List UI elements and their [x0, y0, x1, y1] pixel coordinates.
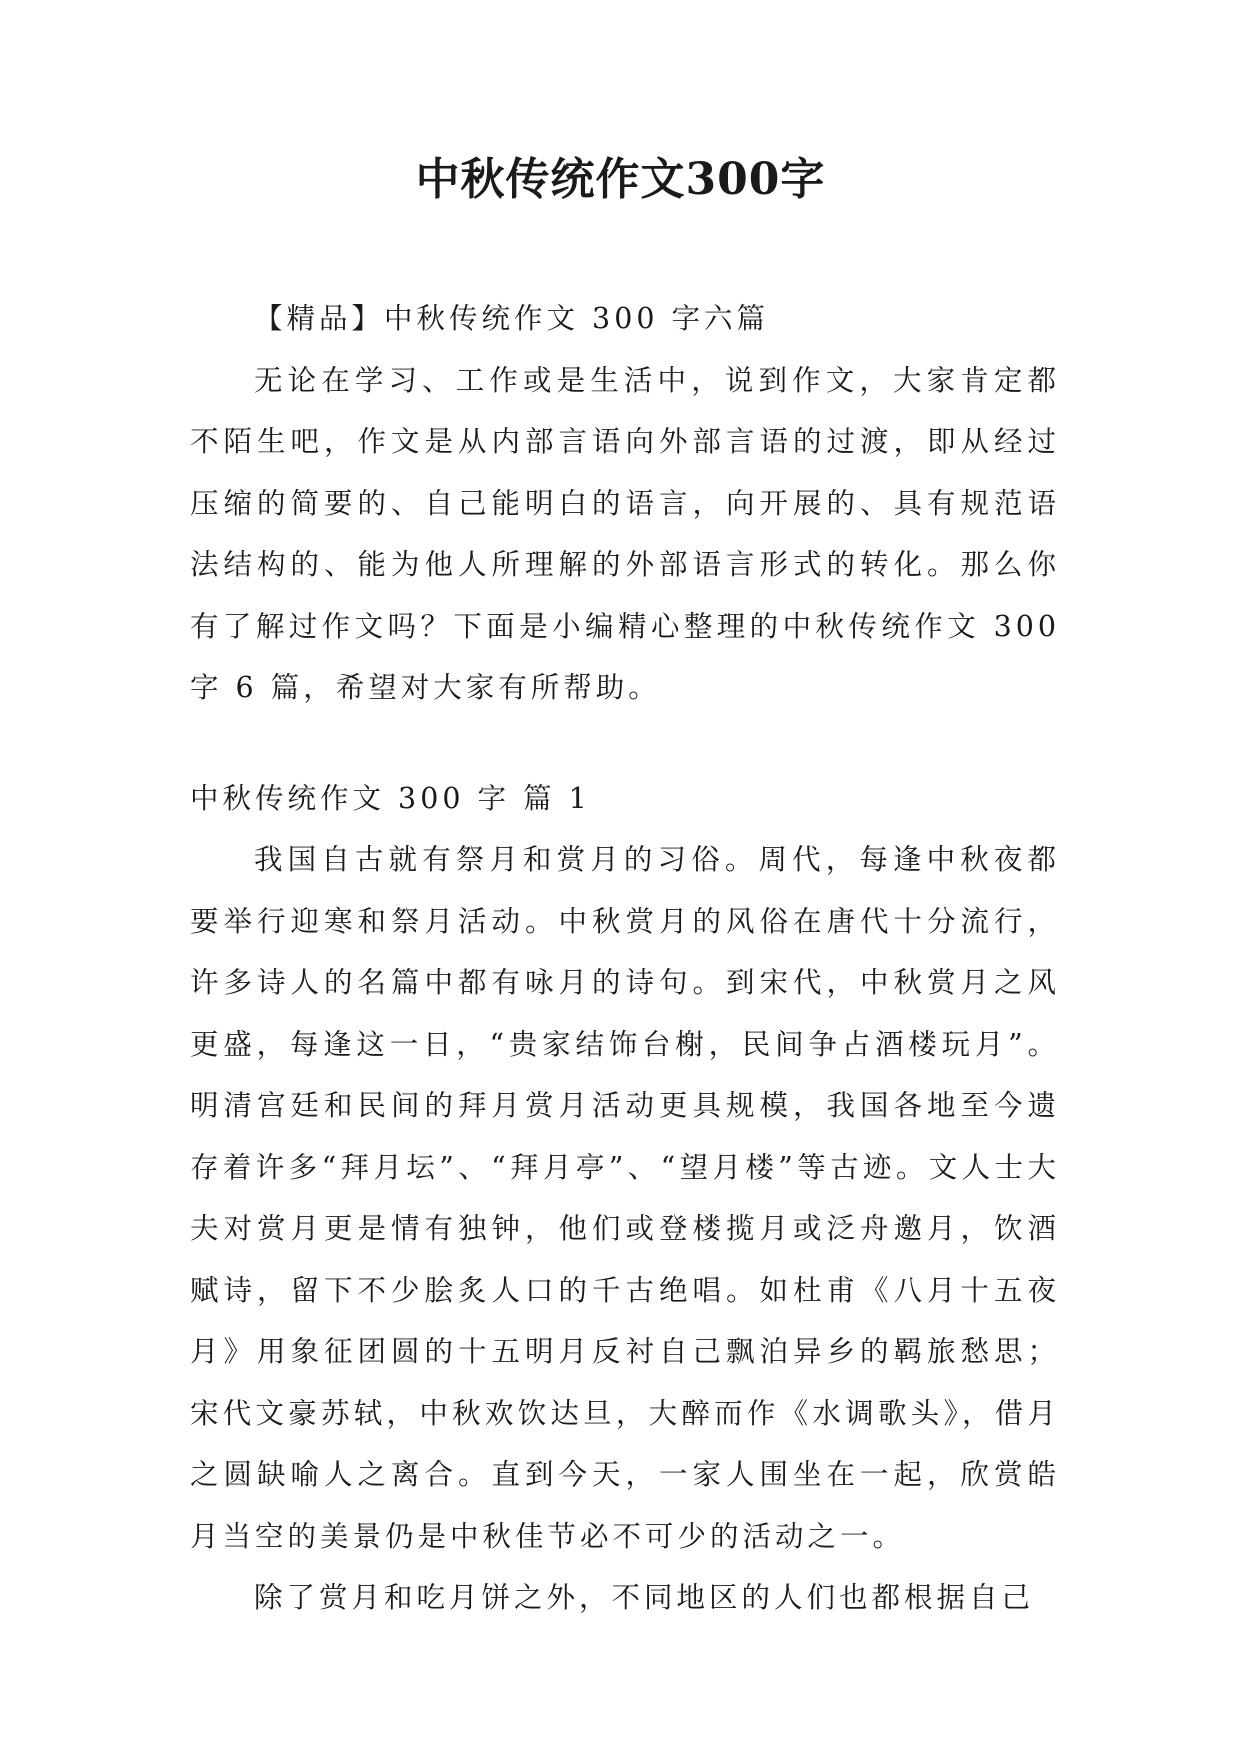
- section-paragraph: 我国自古就有祭月和赏月的习俗。周代，每逢中秋夜都要举行迎寒和祭月活动。中秋赏月的风俗在唐代十分流行，许多诗人的名篇中都有咏月的诗句。到宋代，中秋赏月之风更盛，每逢这一日，“贵家结饰台榭，民间争占酒楼玩月”。明清宫廷和民间的拜月赏月活动更具规模，我国各地至今遗存着许多“拜月坛”、“拜月亭”、“望月楼”等古迹。文人士大夫对赏月更是情有独钟，他们或登楼揽月或泛舟邀月，饮酒赋诗，留下不少脍炙人口的千古绝唱。如杜甫《八月十五夜月》用象征团圆的十五明月反衬自己飘泊异乡的羁旅愁思；宋代文豪苏轼，中秋欢饮达旦，大醉而作《水调歌头》，借月之圆缺喻人之离合。直到今天，一家人围坐在一起，欣赏皓月当空的美景仍是中秋佳节必不可少的活动之一。: [190, 843, 1060, 1553]
- intro-paragraph: 无论在学习、工作或是生活中，说到作文，大家肯定都不陌生吧，作文是从内部言语向外部言语的过渡，即从经过压缩的简要的、自己能明白的语言，向开展的、具有规范语法结构的、能为他人所理解的外部语言形式的转化。那么你有了解过作文吗？下面是小编精心整理的中秋传统作文 300 字 6 篇，希望对大家有所帮助。: [190, 363, 1060, 704]
- section-spacer: [190, 719, 1060, 768]
- document-body: [190, 288, 1060, 1629]
- document-subtitle: 【精品】中秋传统作文 300 字六篇: [254, 302, 770, 335]
- section-heading: 中秋传统作文 300 字 篇 1: [190, 781, 591, 815]
- document-title: 中秋传统作文300字: [415, 154, 826, 205]
- section-paragraph: 除了赏月和吃月饼之外，不同地区的人们也都根据自己: [254, 1581, 1035, 1614]
